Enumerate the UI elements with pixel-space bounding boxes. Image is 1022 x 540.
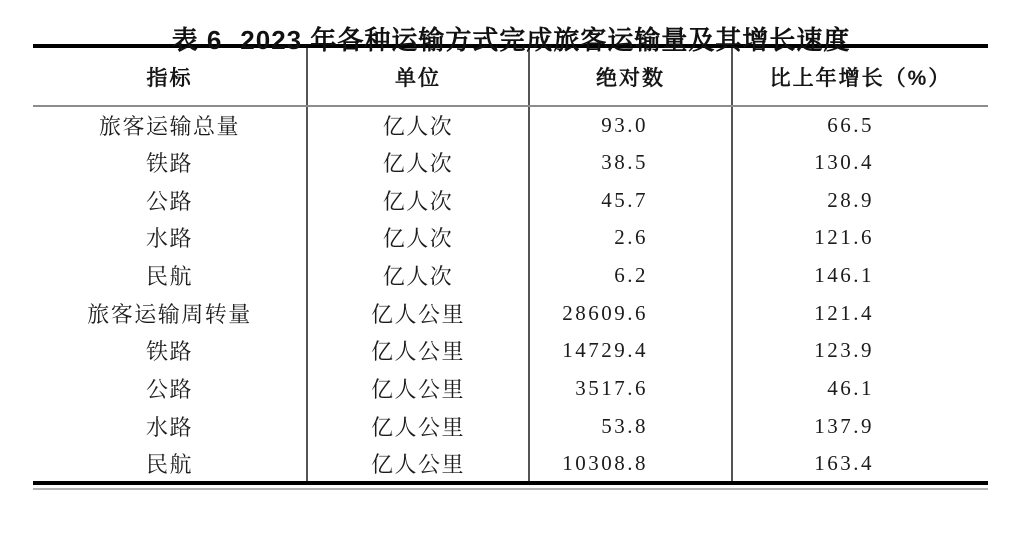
indicator-cell: 民航 [33,257,307,295]
indicator-cell: 旅客运输周转量 [33,294,307,332]
growth-value-cell: 66.5 [827,112,874,137]
table-title-text: 2023 年各种运输方式完成旅客运输量及其增长速度 [240,25,851,55]
indicator-cell: 民航 [33,445,307,483]
col-header-growth-over-previous-year: 比上年增长（%） [732,46,988,106]
unit-cell: 亿人次 [307,144,529,182]
growth-value-cell: 46.1 [827,376,874,401]
table-row [33,219,988,257]
col-header-unit: 单位 [307,46,529,106]
table-row [33,370,988,408]
table-row [33,445,988,483]
absolute-value-cell: 6.2 [529,257,732,295]
unit-cell: 亿人公里 [307,332,529,370]
growth-value-cell: 123.9 [814,338,874,363]
absolute-value-cell: 53.8 [529,408,732,446]
absolute-value-cell: 2.6 [529,219,732,257]
growth-value-cell: 28.9 [827,187,874,212]
growth-value-cell: 130.4 [814,150,874,175]
absolute-value-cell: 38.5 [529,144,732,182]
table-row [33,408,988,446]
table-row [33,144,988,182]
unit-cell: 亿人公里 [307,370,529,408]
table-row [33,106,988,144]
col-header-indicator: 指标 [33,46,307,106]
absolute-value-cell: 28609.6 [529,294,732,332]
indicator-cell: 水路 [33,219,307,257]
unit-cell: 亿人次 [307,181,529,219]
table-title [0,0,1022,55]
unit-cell: 亿人次 [307,219,529,257]
col-header-absolute-number: 绝对数 [529,46,732,106]
unit-cell: 亿人次 [307,106,529,144]
table-number-label: 表 6 [171,25,223,55]
growth-value-cell: 163.4 [814,450,874,475]
table-body [33,106,988,483]
growth-value-cell: 146.1 [814,263,874,288]
indicator-cell: 旅客运输总量 [33,106,307,144]
passenger-transport-table [33,44,988,485]
indicator-cell: 铁路 [33,144,307,182]
absolute-value-cell: 10308.8 [529,445,732,483]
bottom-rule-shadow [33,488,988,490]
indicator-cell: 水路 [33,408,307,446]
unit-cell: 亿人公里 [307,408,529,446]
growth-value-cell: 121.4 [814,300,874,325]
table-row [33,257,988,295]
indicator-cell: 公路 [33,370,307,408]
absolute-value-cell: 45.7 [529,181,732,219]
unit-cell: 亿人公里 [307,294,529,332]
indicator-cell: 公路 [33,181,307,219]
absolute-value-cell: 14729.4 [529,332,732,370]
absolute-value-cell: 93.0 [529,106,732,144]
unit-cell: 亿人公里 [307,445,529,483]
table-row [33,181,988,219]
growth-value-cell: 121.6 [814,225,874,250]
absolute-value-cell: 3517.6 [529,370,732,408]
unit-cell: 亿人次 [307,257,529,295]
indicator-cell: 铁路 [33,332,307,370]
growth-value-cell: 137.9 [814,413,874,438]
table-row [33,332,988,370]
table-row [33,294,988,332]
